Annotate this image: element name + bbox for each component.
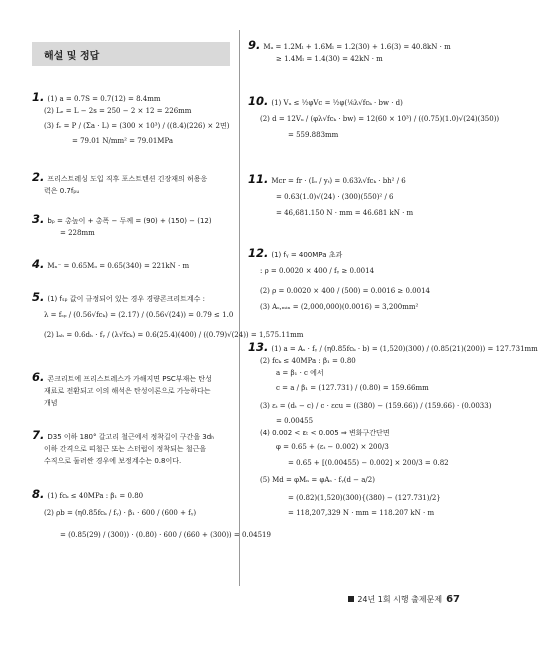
answer-line: 콘크리트에 프리스트레스가 가해지면 PSC부재는 탄성: [47, 375, 212, 383]
answer-line: 력은 0.7fₚᵤ: [44, 187, 80, 195]
problem-number: 9.: [248, 38, 261, 52]
problem-4: [32, 257, 232, 272]
answer-line: (2) fcₖ ≤ 40MPa : β₁ = 0.80: [260, 357, 356, 365]
answer-line: φ = 0.65 + (εₜ − 0.002) × 200/3: [276, 443, 389, 451]
problem-7: [32, 428, 232, 467]
problem-number: 1.: [32, 90, 45, 104]
square-bullet-icon: [348, 596, 354, 602]
answer-line: λ = fₛₚ / (0.56√fcₖ) = (2.17) / (0.56√(24)) = 0.79 ≤ 1.0: [44, 311, 234, 319]
problem-12: [248, 246, 478, 313]
problem-5: [32, 290, 304, 345]
page-footer: [348, 594, 460, 605]
answer-line: Mᵤ = 1.2Mₗ + 1.6Mₗ = 1.2(30) + 1.6(3) = 40.8kN · m: [263, 43, 451, 51]
problem-number: 4.: [32, 257, 45, 271]
answer-line: (2) Lₑ = L − 2s = 250 − 2 × 12 = 226mm: [44, 107, 192, 115]
answer-line: (2) ρb = (η0.85fcₖ / fᵧ) · β₁ · 600 / (600 + fᵧ): [44, 509, 197, 517]
answer-line: c = a / β₁ = (127.731) / (0.80) = 159.66mm: [276, 384, 429, 392]
answer-line: (1) fᵧ = 400MPa 초과: [271, 251, 343, 259]
problem-number: 10.: [248, 94, 269, 108]
answer-line: (3) fᵥ = P / (Σa · L) = (300 × 10³) / ((8.4)(226) × 2면): [44, 122, 230, 130]
problem-10: [248, 94, 500, 141]
answer-line: = 118,207,329 N · mm = 118.207 kN · m: [288, 509, 435, 517]
answer-line: bₚ = 총높이 + 총폭 − 두께 = (90) + (150) − (12): [47, 217, 212, 225]
problem-3: [32, 212, 232, 239]
answer-line: 개념: [44, 399, 58, 407]
answer-line: = 46,681.150 N · mm = 46.681 kN · m: [276, 209, 414, 217]
problem-1: [32, 90, 232, 147]
answer-line: 재료로 전환되고 이의 해석은 탄성이론으로 가능하다는: [44, 387, 211, 395]
answer-line: = 0.65 + [(0.00455) − 0.002] × 200/3 = 0.82: [288, 459, 449, 467]
problem-2: [32, 170, 232, 197]
answer-line: Mₙ⁻ = 0.65Mₒ = 0.65(340) = 221kN · m: [47, 262, 190, 270]
footer-label: 24년 1회 시행 출제문제: [357, 595, 443, 604]
answer-line: (1) fcₖ ≤ 40MPa : β₁ = 0.80: [47, 492, 144, 500]
column-divider: [239, 30, 240, 586]
answer-line: (1) a = Aₛ · fᵧ / (η0.85fcₖ · b) = (1,520)(300) / (0.85(21)(200)) = 127.731mm: [271, 345, 538, 353]
problem-number: 6.: [32, 370, 45, 384]
answer-line: = 0.63(1.0)√(24) · (300)(550)² / 6: [276, 193, 394, 201]
answer-line: (1) a = 0.7S = 0.7(12) = 8.4mm: [47, 95, 161, 103]
answer-line: = 0.00455: [276, 417, 314, 425]
answer-line: 프리스트레싱 도입 직후 포스트텐션 긴장재의 허용응: [47, 175, 208, 183]
answer-line: (2) lₐₕ = 0.6dₕ · fᵧ / (λ√fcₖ) = 0.6(25.4)(400) / ((0.79)√(24)) = 1,575.11mm: [44, 331, 304, 339]
answer-line: = 79.01 N/mm² = 79.01MPa: [72, 137, 174, 145]
section-header: [32, 42, 230, 66]
answer-line: = 228mm: [60, 229, 95, 237]
problem-8: [32, 487, 271, 546]
problem-number: 13.: [248, 340, 269, 354]
answer-line: (2) d = 12Vᵤ / (φλ√fcₖ · bw) = 12(60 × 10³) / ((0.75)(1.0)√(24)(350)): [260, 115, 500, 123]
answer-line: Mcr = fr · (Iₒ / yₜ) = 0.63λ√fcₖ · bh² / 6: [271, 177, 406, 185]
answer-line: (4) 0.002 < εₜ < 0.005 ⇒ 변화구간단면: [260, 429, 390, 437]
answer-line: ≥ 1.4Mₗ = 1.4(30) = 42kN · m: [276, 55, 383, 63]
problem-number: 3.: [32, 212, 45, 226]
answer-line: 수직으로 둘러싼 경우에 보정계수는 0.8이다.: [44, 457, 182, 465]
answer-line: = (0.85(29) / (300)) · (0.80) · 600 / (660 + (300)) = 0.04519: [60, 531, 271, 539]
answer-line: (1) Vᵤ ≤ ½φVc = ½φ(⅙λ√fcₖ · bw · d): [271, 99, 403, 107]
answer-line: = 559.883mm: [288, 131, 339, 139]
page-number: 67: [446, 594, 460, 605]
problem-number: 2.: [32, 170, 45, 184]
section-title: 해설 및 정답: [44, 51, 100, 62]
problem-number: 11.: [248, 172, 269, 186]
answer-line: (2) ρ = 0.0020 × 400 / (500) = 0.0016 ≥ 0.0014: [260, 287, 430, 295]
answer-line: (1) fₛₚ 값이 규정되어 있는 경우 경량콘크리트계수 :: [47, 295, 206, 303]
answer-line: : ρ = 0.0020 × 400 / fᵧ ≥ 0.0014: [260, 267, 375, 275]
answer-line: = (0.82)(1,520)(300){(380) − (127.731)/2}: [288, 494, 441, 502]
answer-line: (3) εₜ = (dₜ − c) / c · εcu = ((380) − (159.66)) / (159.66) · (0.0033): [260, 402, 492, 410]
answer-line: 이하 간격으로 띠철근 또는 스터럽이 정착되는 철근을: [44, 445, 207, 453]
answer-line: a = β₁ · c 에서: [276, 369, 324, 377]
answer-line: (5) Md = φMₙ = φAₛ · fᵧ(d − a/2): [260, 476, 375, 484]
problem-6: [32, 370, 232, 409]
answer-line: (3) Aₛ,ₘᵢₙ = (2,000,000)(0.0016) = 3,200mm²: [260, 303, 419, 311]
answer-line: D35 이하 180° 갈고리 철근에서 정착길이 구간을 3dₕ: [47, 433, 215, 441]
problem-number: 5.: [32, 290, 45, 304]
problem-13: [248, 340, 538, 519]
problem-11: [248, 172, 478, 219]
problem-9: [248, 38, 478, 65]
problem-number: 12.: [248, 246, 269, 260]
problem-number: 8.: [32, 487, 45, 501]
problem-number: 7.: [32, 428, 45, 442]
